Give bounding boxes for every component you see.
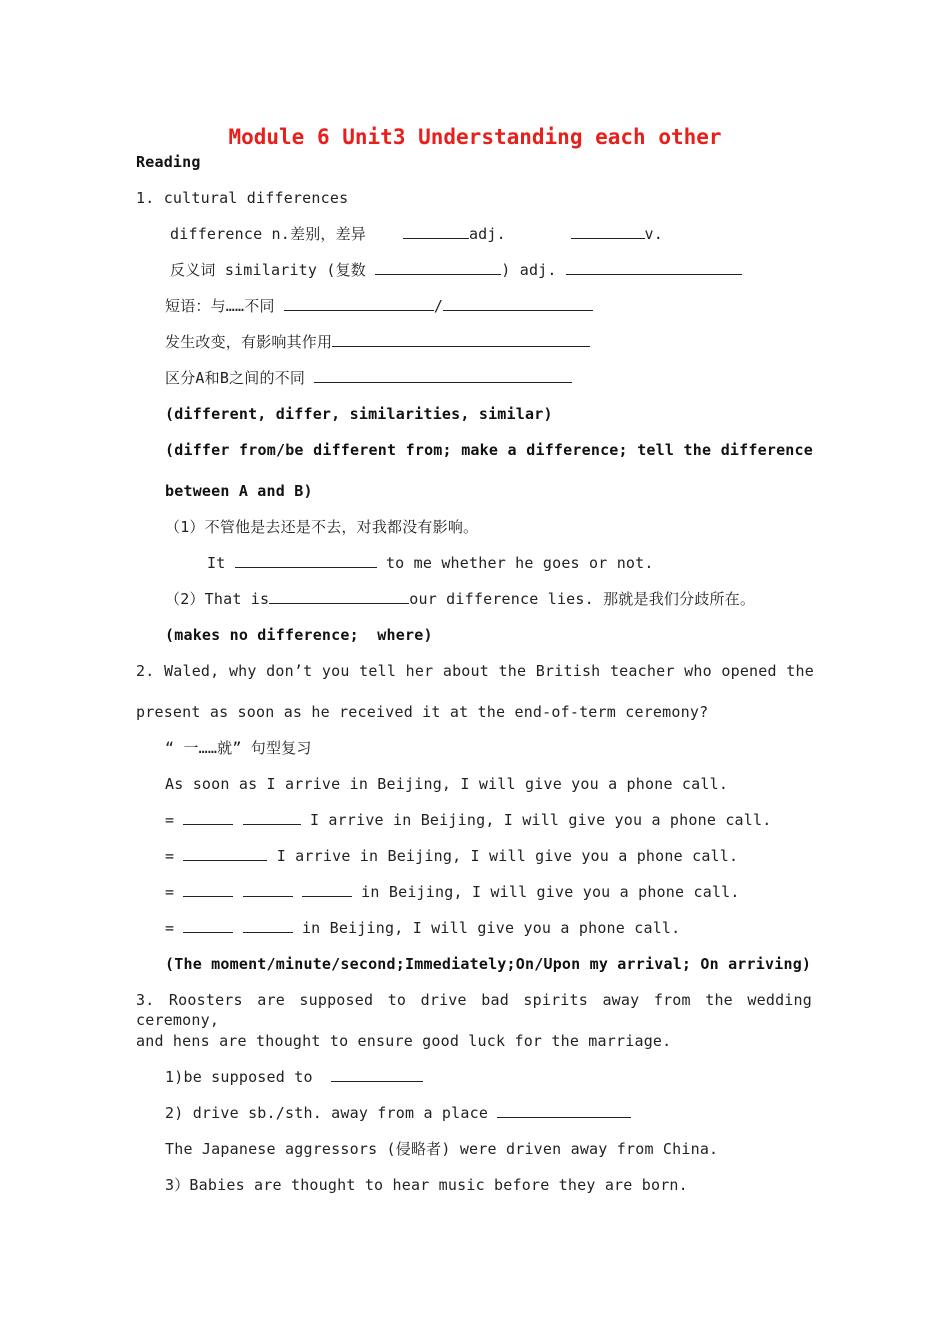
- rewrite1-blank-b[interactable]: [243, 810, 301, 825]
- antonym-adj-label: ) adj.: [501, 261, 557, 279]
- rewrite3-blank-c[interactable]: [302, 882, 352, 897]
- verb-label: v.: [644, 225, 663, 243]
- example2-suffix: our difference lies. 那就是我们分歧所在。: [409, 590, 756, 608]
- answer-key-2-line2: between A and B): [165, 482, 313, 500]
- verb-blank[interactable]: [571, 224, 645, 239]
- answer-key-3: (makes no difference; where): [165, 626, 433, 644]
- rewrite4-blank-b[interactable]: [243, 918, 293, 933]
- equals-sign: =: [165, 883, 175, 901]
- rewrite-line-3: [165, 882, 740, 902]
- item3-sub2: [165, 1103, 631, 1123]
- phrase-tell-label: 区分A和B之间的不同: [165, 369, 306, 387]
- change-blank[interactable]: [332, 332, 590, 347]
- page-title: Module 6 Unit3 Understanding each other: [228, 125, 722, 149]
- tell-blank[interactable]: [314, 368, 572, 383]
- adj-blank[interactable]: [403, 224, 469, 239]
- section-heading: Reading: [136, 153, 201, 171]
- adj-label: adj.: [468, 225, 506, 243]
- item3-line2: and hens are thought to ensure good luck for the marriage.: [136, 1032, 672, 1050]
- item2-line1: 2. Waled, why don’t you tell her about the British teacher who opened the: [136, 662, 814, 680]
- rewrite4-text: in Beijing, I will give you a phone call.: [301, 919, 681, 937]
- answer-key-4: (The moment/minute/second;Immediately;On/Upon my arrival; On arriving): [165, 955, 812, 973]
- equals-sign: =: [165, 847, 175, 865]
- example1-blank[interactable]: [235, 553, 377, 568]
- example2-prefix: （2）That is: [165, 590, 270, 608]
- rewrite-line-1: [165, 810, 771, 830]
- example2-line: [165, 589, 755, 609]
- rewrite-line-4: [165, 918, 680, 938]
- phrase-differ-label: 短语：与……不同: [165, 297, 275, 315]
- sub1-blank[interactable]: [331, 1067, 423, 1082]
- sub2-blank[interactable]: [497, 1103, 631, 1118]
- item2-heading: “ 一……就” 句型复习: [165, 739, 312, 757]
- answer-key-1: (different, differ, similarities, similar): [165, 405, 553, 423]
- phrase-change-label: 发生改变，有影响其作用: [165, 333, 333, 351]
- rewrite-line-2: [165, 846, 738, 866]
- equals-sign: =: [165, 919, 175, 937]
- difference-label: difference n.差别，差异: [170, 225, 367, 243]
- rewrite1-blank-a[interactable]: [183, 810, 233, 825]
- item3-sub1: [165, 1067, 423, 1087]
- equals-sign: =: [165, 811, 175, 829]
- antonym-label: 反义词 similarity (复数: [170, 261, 367, 279]
- item1-heading: 1. cultural differences: [136, 189, 349, 207]
- difference-forms-line: [170, 224, 663, 244]
- phrase-change-line: [165, 332, 590, 352]
- sub1-text: 1)be supposed to: [165, 1068, 313, 1086]
- example1-chinese: （1）不管他是去还是不去，对我都没有影响。: [165, 518, 479, 536]
- rewrite3-blank-a[interactable]: [183, 882, 233, 897]
- phrase-differ-line: [165, 296, 593, 316]
- plural-blank[interactable]: [375, 260, 501, 275]
- answer-key-2-line1: (differ from/be different from; make a difference; tell the difference: [165, 441, 813, 459]
- rewrite2-text: I arrive in Beijing, I will give you a phone call.: [276, 847, 739, 865]
- differ-blank-1[interactable]: [284, 296, 434, 311]
- slash: /: [433, 297, 444, 315]
- antonym-adj-blank[interactable]: [566, 260, 742, 275]
- rewrite3-text: in Beijing, I will give you a phone call.: [361, 883, 740, 901]
- item3-sub3: 3）Babies are thought to hear music before they are born.: [165, 1176, 688, 1194]
- item3-example: The Japanese aggressors (侵略者) were driven away from China.: [165, 1140, 719, 1158]
- differ-blank-2[interactable]: [443, 296, 593, 311]
- rewrite2-blank[interactable]: [183, 846, 267, 861]
- phrase-tell-line: [165, 368, 572, 388]
- item2-line2: present as soon as he received it at the end-of-term ceremony?: [136, 703, 709, 721]
- sub2-text: 2) drive sb./sth. away from a place: [165, 1104, 489, 1122]
- example1-line: [207, 553, 654, 573]
- example2-blank[interactable]: [269, 589, 409, 604]
- rewrite1-text: I arrive in Beijing, I will give you a phone call.: [309, 811, 772, 829]
- item3-line1: 3. Roosters are supposed to drive bad spirits away from the wedding ceremony,: [136, 991, 812, 1029]
- antonym-line: [170, 260, 742, 280]
- example1-rest: to me whether he goes or not.: [385, 554, 654, 572]
- rewrite3-blank-b[interactable]: [243, 882, 293, 897]
- example1-it: It: [207, 554, 226, 572]
- rewrite4-blank-a[interactable]: [183, 918, 233, 933]
- item2-sentence: As soon as I arrive in Beijing, I will give you a phone call.: [165, 775, 729, 793]
